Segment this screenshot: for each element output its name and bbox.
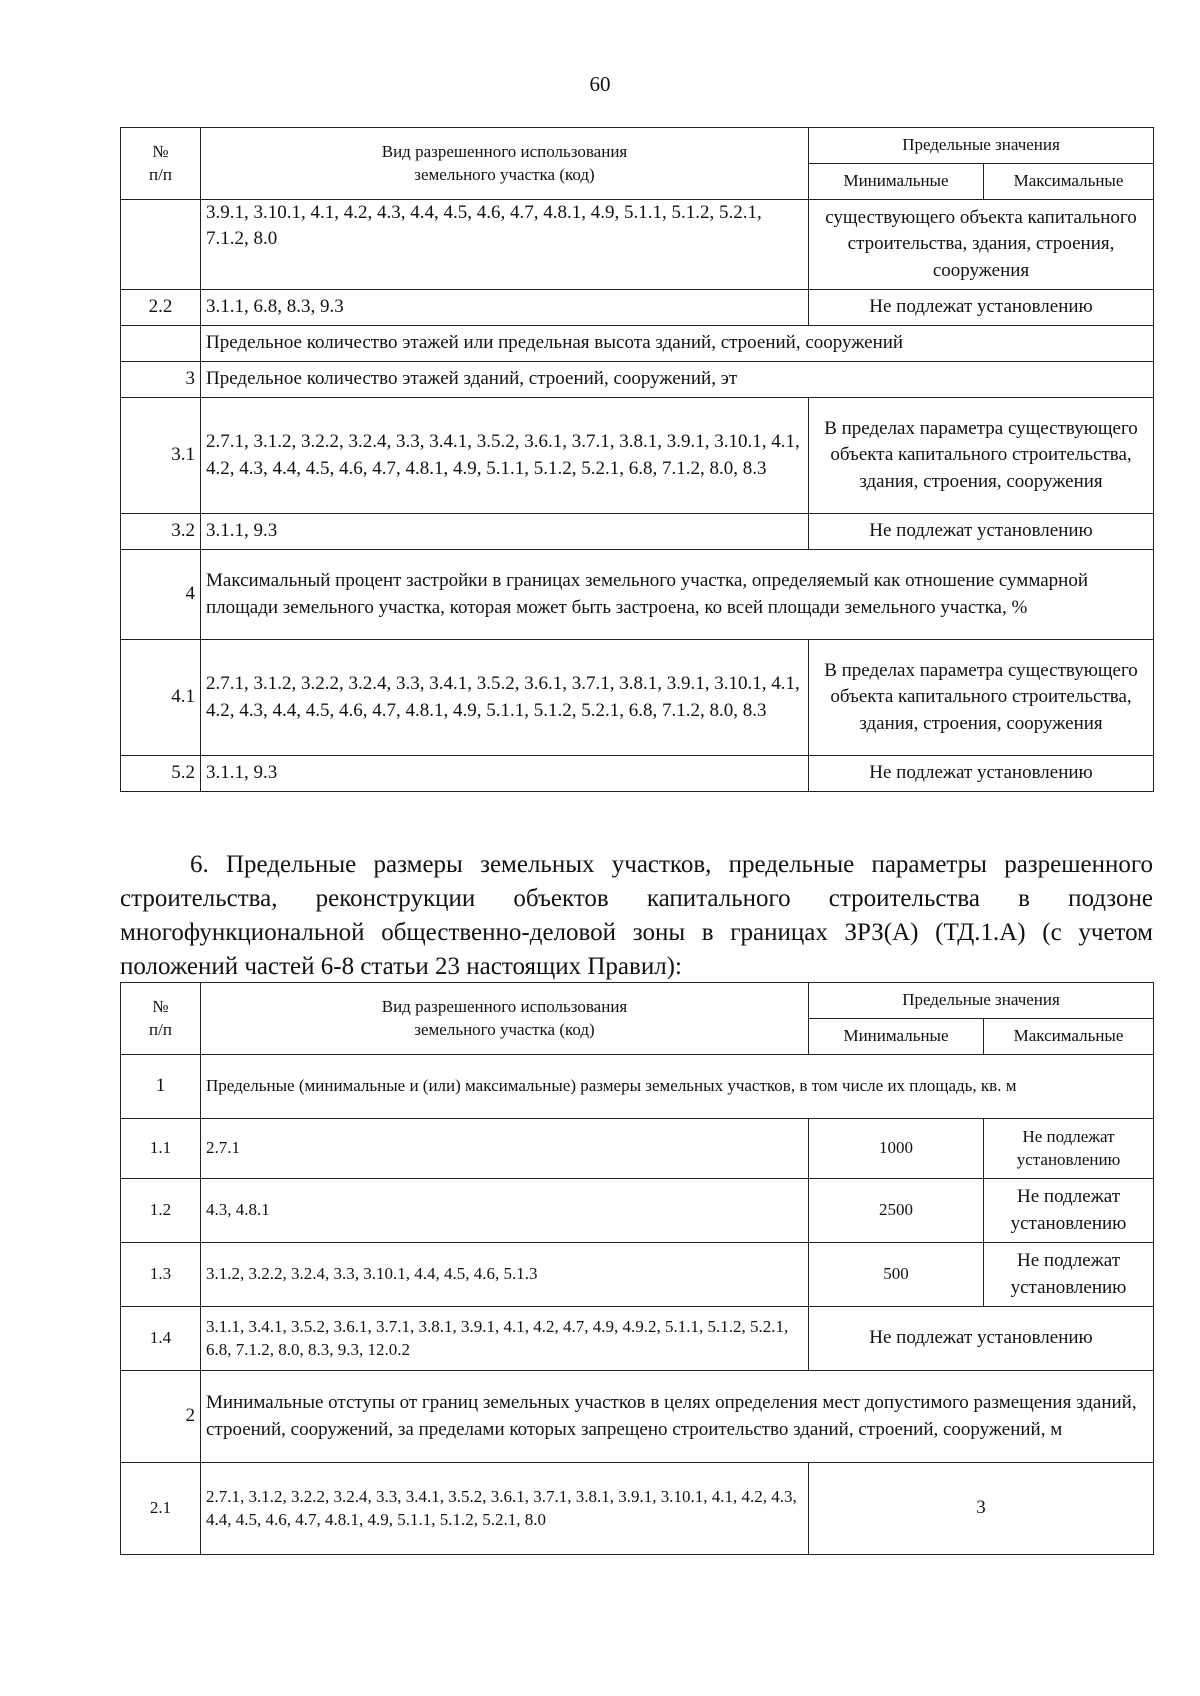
header-min: Минимальные <box>809 164 984 200</box>
table-row <box>121 398 1154 514</box>
header-limits: Предельные значения <box>809 128 1154 164</box>
regulations-table-1 <box>120 127 1154 792</box>
header-use-cell <box>201 983 809 1055</box>
header-use-line-2: земельного участка (код) <box>414 164 595 184</box>
row-number: 5.2 <box>121 756 201 792</box>
row-number: 4 <box>121 550 201 640</box>
row-value: В пределах параметра существующего объекта капитального строительства, здания, строения, сооружения <box>809 640 1154 756</box>
row-value: 3 <box>809 1463 1154 1555</box>
row-codes: 3.1.1, 3.4.1, 3.5.2, 3.6.1, 3.7.1, 3.8.1, 3.9.1, 4.1, 4.2, 4.7, 4.9, 4.9.2, 5.1.1, 5.1.2, 5.2.1, 6.8, 7.1.2, 8.0, 8.3, 9.3, 12.0.2 <box>201 1307 809 1371</box>
row-min: 1000 <box>809 1119 984 1179</box>
section-title: Предельное количество этажей зданий, строений, сооружений, эт <box>201 362 1154 398</box>
row-value: Не подлежат установлению <box>809 756 1154 792</box>
table-section-row <box>121 1371 1154 1463</box>
row-number: 2 <box>121 1371 201 1463</box>
row-codes: 4.3, 4.8.1 <box>201 1179 809 1243</box>
row-number: 3.1 <box>121 398 201 514</box>
table-row <box>121 756 1154 792</box>
row-number: 2.1 <box>121 1463 201 1555</box>
row-codes: 2.7.1, 3.1.2, 3.2.2, 3.2.4, 3.3, 3.4.1, 3.5.2, 3.6.1, 3.7.1, 3.8.1, 3.9.1, 3.10.1, 4.1, 4.2, 4.3, 4.4, 4.5, 4.6, 4.7, 4.8.1, 4.9, 5.1.1, 5.1.2, 5.2.1, 6.8, 7.1.2, 8.0, 8.3 <box>201 398 809 514</box>
table-section-row <box>121 326 1154 362</box>
row-min: 2500 <box>809 1179 984 1243</box>
row-number: 1.4 <box>121 1307 201 1371</box>
row-codes: 2.7.1, 3.1.2, 3.2.2, 3.2.4, 3.3, 3.4.1, 3.5.2, 3.6.1, 3.7.1, 3.8.1, 3.9.1, 3.10.1, 4.1, 4.2, 4.3, 4.4, 4.5, 4.6, 4.7, 4.8.1, 4.9, 5.1.1, 5.1.2, 5.2.1, 6.8, 7.1.2, 8.0, 8.3 <box>201 640 809 756</box>
row-value: Не подлежат установлению <box>809 1307 1154 1371</box>
row-codes: 3.1.1, 6.8, 8.3, 9.3 <box>201 290 809 326</box>
row-number: 4.1 <box>121 640 201 756</box>
row-codes: 3.1.2, 3.2.2, 3.2.4, 3.3, 3.10.1, 4.4, 4.5, 4.6, 5.1.3 <box>201 1243 809 1307</box>
header-number-cell <box>121 128 201 200</box>
row-min: 500 <box>809 1243 984 1307</box>
row-codes: 3.1.1, 9.3 <box>201 514 809 550</box>
section-title: Предельное количество этажей или предельная высота зданий, строений, сооружений <box>201 326 1154 362</box>
table-header-row <box>121 983 1154 1019</box>
header-max: Максимальные <box>984 1019 1154 1055</box>
row-value: существующего объекта капитального строительства, здания, строения, сооружения <box>809 200 1154 290</box>
table-row <box>121 1179 1154 1243</box>
row-value: Не подлежат установлению <box>809 514 1154 550</box>
table-row <box>121 1243 1154 1307</box>
section-title: Максимальный процент застройки в границах земельного участка, определяемый как отношение суммарной площади земельного участка, которая может быть застроена, ко всей площади земельного участка, % <box>201 550 1154 640</box>
header-limits: Предельные значения <box>809 983 1154 1019</box>
row-number: 1.2 <box>121 1179 201 1243</box>
row-number: 2.2 <box>121 290 201 326</box>
row-value: В пределах параметра существующего объекта капитального строительства, здания, строения, сооружения <box>809 398 1154 514</box>
header-number-cell <box>121 983 201 1055</box>
table-section-row <box>121 1055 1154 1119</box>
header-number-label: № <box>152 997 169 1017</box>
header-use-line-1: Вид разрешенного использования <box>381 142 628 162</box>
header-use-line-1: Вид разрешенного использования <box>381 997 628 1017</box>
header-use-line-2: земельного участка (код) <box>414 1019 595 1039</box>
row-number: 1.1 <box>121 1119 201 1179</box>
row-codes: 2.7.1, 3.1.2, 3.2.2, 3.2.4, 3.3, 3.4.1, 3.5.2, 3.6.1, 3.7.1, 3.8.1, 3.9.1, 3.10.1, 4.1, 4.2, 4.3, 4.4, 4.5, 4.6, 4.7, 4.8.1, 4.9, 5.1.1, 5.1.2, 5.2.1, 8.0 <box>201 1463 809 1555</box>
row-codes: 3.1.1, 9.3 <box>201 756 809 792</box>
table-row <box>121 514 1154 550</box>
header-min: Минимальные <box>809 1019 984 1055</box>
table-section-row <box>121 550 1154 640</box>
header-number-label: № <box>152 142 169 162</box>
row-number: 1.3 <box>121 1243 201 1307</box>
row-value: Не подлежат установлению <box>809 290 1154 326</box>
header-number-label-2: п/п <box>149 1019 172 1039</box>
row-number <box>121 326 201 362</box>
header-max: Максимальные <box>984 164 1154 200</box>
table-row <box>121 1307 1154 1371</box>
row-max: Не подлежат установлению <box>984 1179 1154 1243</box>
section-paragraph: 6. Предельные размеры земельных участков, предельные параметры разрешенного строительства, реконструкции объектов капитального строительства в подзоне многофункциональной общественно-деловой зоны в границах ЗРЗ(А) (ТД.1.А) (с учетом положений частей 6-8 статьи 23 настоящих Правил): <box>120 851 1153 980</box>
section-title: Предельные (минимальные и (или) максимальные) размеры земельных участков, в том числе их площадь, кв. м <box>201 1055 1154 1119</box>
table-header-row <box>121 128 1154 164</box>
row-max: Не подлежат установлению <box>984 1243 1154 1307</box>
header-number-label-2: п/п <box>149 164 172 184</box>
table-section-row <box>121 362 1154 398</box>
table-row <box>121 1463 1154 1555</box>
row-number: 3 <box>121 362 201 398</box>
header-use-cell <box>201 128 809 200</box>
row-codes: 3.9.1, 3.10.1, 4.1, 4.2, 4.3, 4.4, 4.5, 4.6, 4.7, 4.8.1, 4.9, 5.1.1, 5.1.2, 5.2.1, 7.1.2, 8.0 <box>201 200 809 290</box>
table-row <box>121 290 1154 326</box>
section-title: Минимальные отступы от границ земельных участков в целях определения мест допустимого размещения зданий, строений, сооружений, за пределами которых запрещено строительство зданий, строений, сооружений, м <box>201 1371 1154 1463</box>
regulations-table-2 <box>120 982 1154 1555</box>
page-number: 60 <box>589 72 611 96</box>
table-row <box>121 640 1154 756</box>
table-row <box>121 200 1154 290</box>
row-max: Не подлежат установлению <box>984 1119 1154 1179</box>
row-number <box>121 200 201 290</box>
row-number: 1 <box>121 1055 201 1119</box>
row-codes: 2.7.1 <box>201 1119 809 1179</box>
table-row <box>121 1119 1154 1179</box>
row-number: 3.2 <box>121 514 201 550</box>
